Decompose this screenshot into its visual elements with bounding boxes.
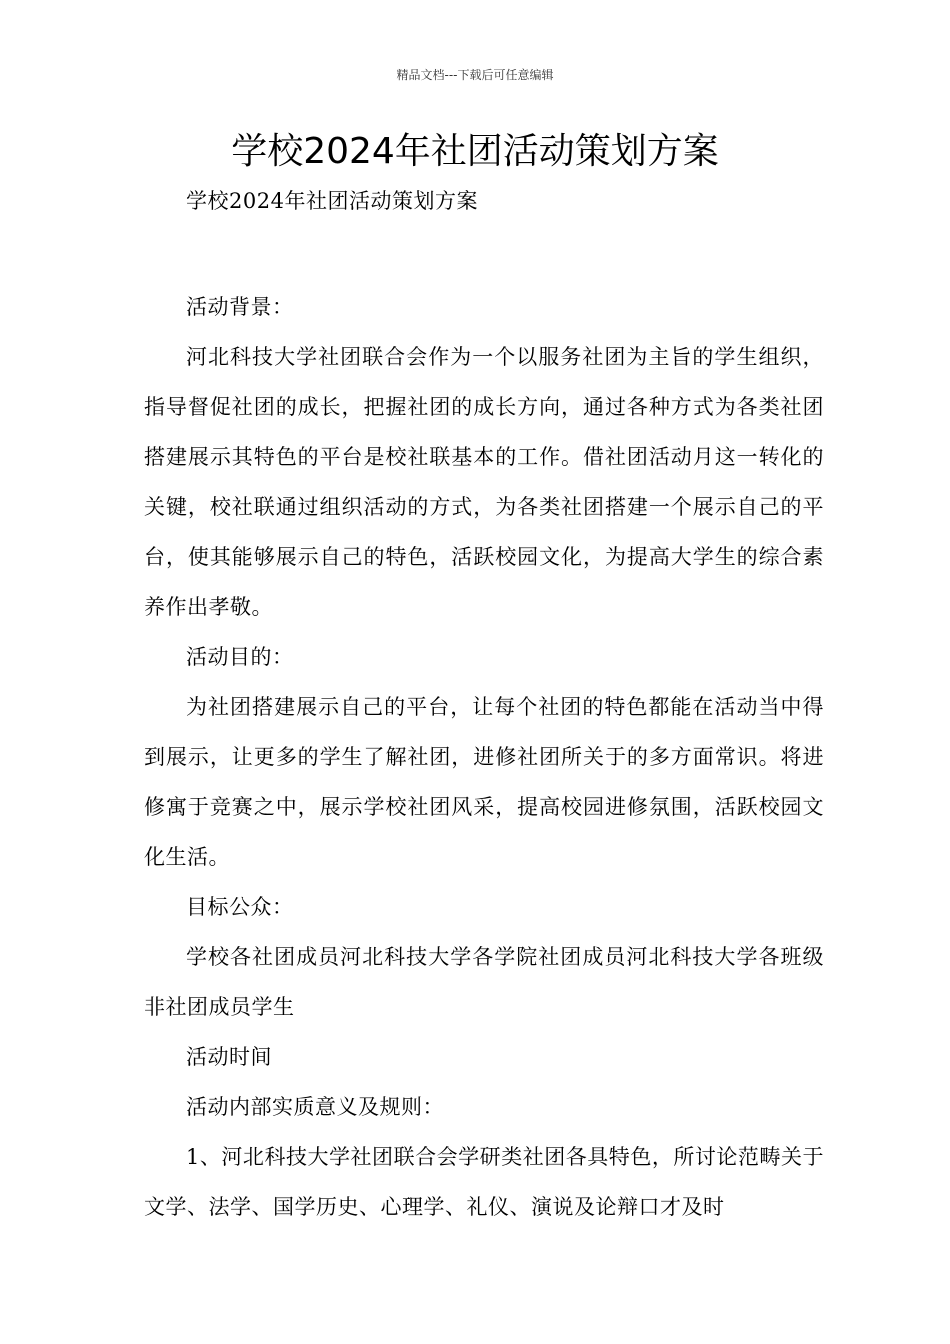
section-heading-time: 活动时间	[186, 1045, 272, 1069]
document-title: 学校2024年社团活动策划方案	[231, 131, 719, 172]
header-note: 精品文档---下载后可任意编辑	[396, 68, 554, 82]
paragraph-rules-1: 1、河北科技大学社团联合会学研类社团各具特色，所讨论范畴关于文学、法学、国学历史、心理学、礼仪、演说及论辩口才及时	[144, 1145, 824, 1219]
paragraph-purpose: 为社团搭建展示自己的平台，让每个社团的特色都能在活动当中得到展示，让更多的学生了解社团，进修社团所关于的多方面常识。将进修寓于竞赛之中，展示学校社团风采，提高校园进修氛围，活跃校园文化生活。	[144, 695, 824, 869]
section-heading-background: 活动背景：	[186, 295, 294, 319]
section-heading-rules: 活动内部实质意义及规则：	[186, 1095, 444, 1119]
section-heading-audience: 目标公众：	[186, 895, 294, 919]
paragraph-audience: 学校各社团成员河北科技大学各学院社团成员河北科技大学各班级非社团成员学生	[144, 945, 824, 1019]
document-body	[144, 182, 824, 1232]
document-subtitle: 学校2024年社团活动策划方案	[186, 189, 478, 213]
section-heading-purpose: 活动目的：	[186, 645, 294, 669]
paragraph-background: 河北科技大学社团联合会作为一个以服务社团为主旨的学生组织，指导督促社团的成长，把握社团的成长方向，通过各种方式为各类社团搭建展示其特色的平台是校社联基本的工作。借社团活动月这一转化的关键，校社联通过组织活动的方式，为各类社团搭建一个展示自己的平台，使其能够展示自己的特色，活跃校园文化，为提高大学生的综合素养作出孝敬。	[144, 345, 824, 619]
